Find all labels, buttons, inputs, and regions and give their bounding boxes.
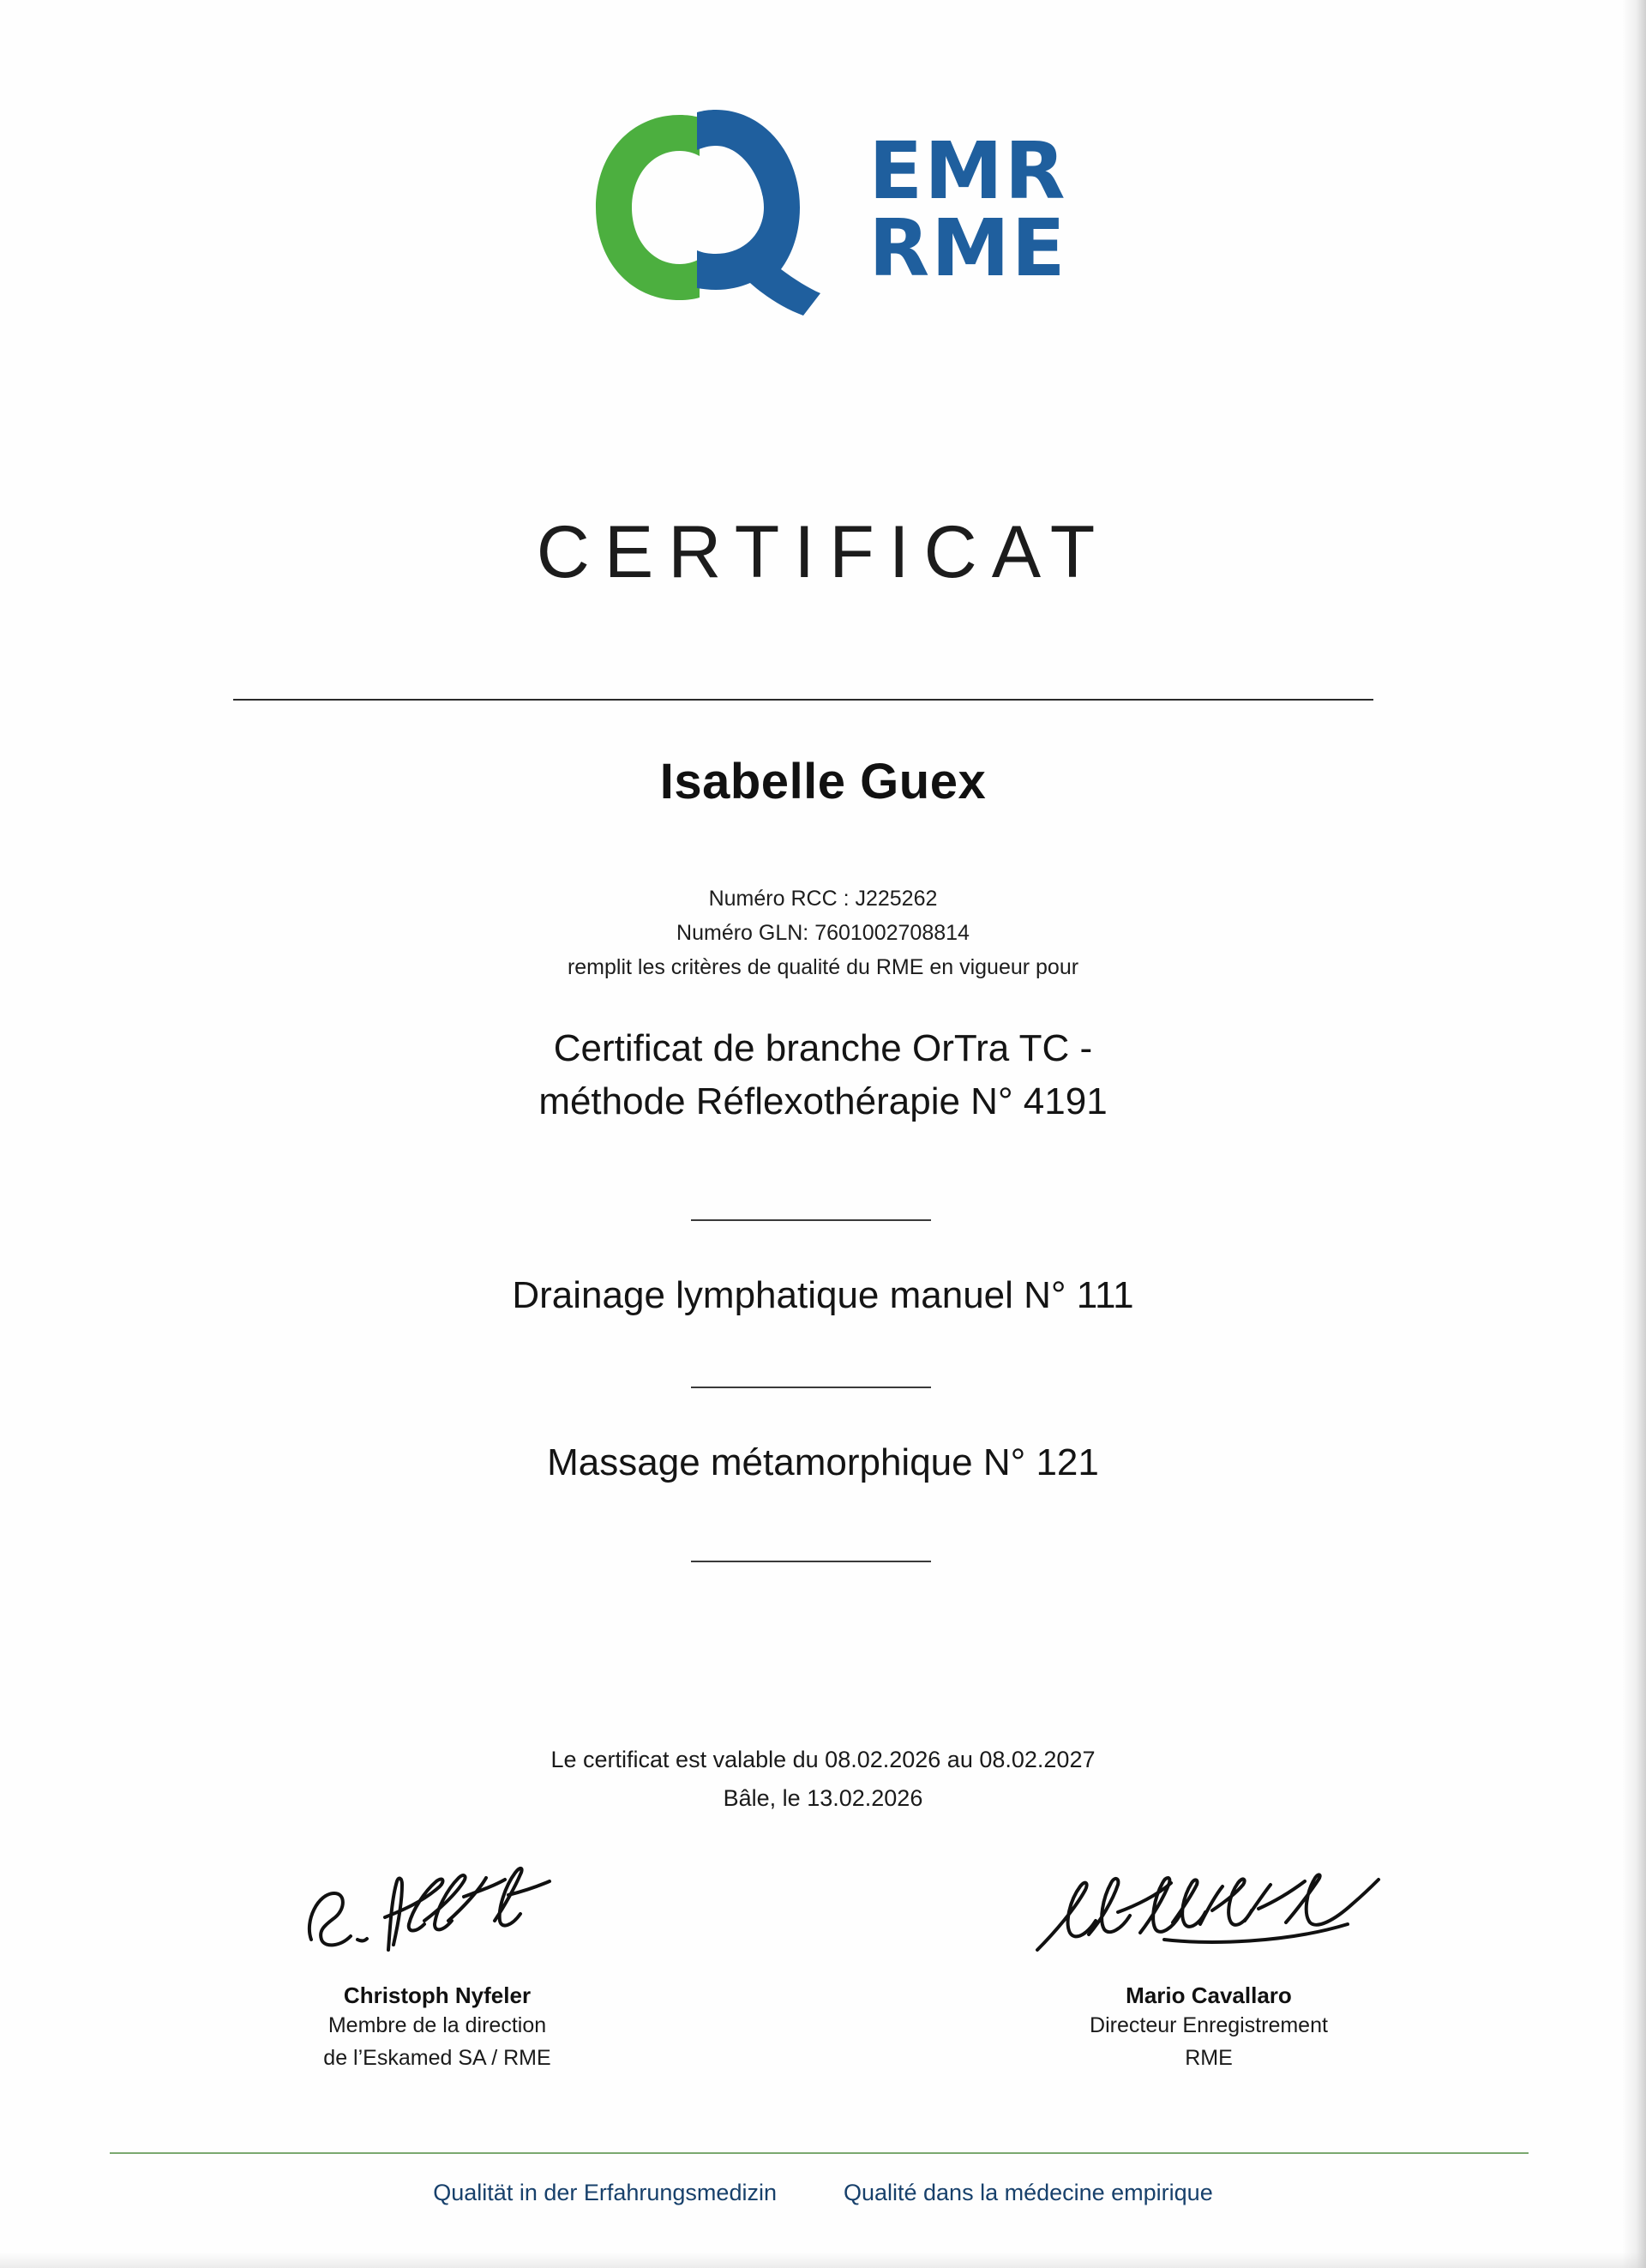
signature-role-line: Directeur Enregistrement xyxy=(1090,2013,1328,2037)
qualification-item xyxy=(0,1436,1646,1489)
qualification-item xyxy=(0,1022,1646,1128)
footer-slogan-de: Qualität in der Erfahrungsmedizin xyxy=(433,2180,777,2205)
footer-divider xyxy=(110,2152,1529,2154)
logo-block xyxy=(0,103,1646,317)
meta-rcc: Numéro RCC : J225262 xyxy=(708,887,938,911)
signature-name: Christoph Nyfeler xyxy=(343,1982,532,2008)
signature-role-line: de l’Eskamed SA / RME xyxy=(323,2046,551,2070)
logo-text-rme: RME xyxy=(868,202,1067,294)
scan-edge-right xyxy=(1622,0,1646,2268)
qualification-line: Massage métamorphique N° 121 xyxy=(547,1441,1099,1483)
signature-mario-cavallaro-icon xyxy=(1003,1852,1415,1972)
scan-edge-bottom xyxy=(0,2253,1646,2268)
meta-statement: remplit les critères de qualité du RME en vigueur pour xyxy=(567,955,1079,979)
signature-christoph-nyfeler-icon xyxy=(231,1852,643,1972)
footer xyxy=(0,2180,1646,2206)
signatures xyxy=(0,1852,1646,2074)
signature-name: Mario Cavallaro xyxy=(1126,1982,1292,2008)
validity-period: Le certificat est valable du 08.02.2026 au 08.02.2027 xyxy=(550,1747,1096,1772)
qualification-line: Drainage lymphatique manuel N° 111 xyxy=(512,1274,1134,1316)
qualification-item xyxy=(0,1269,1646,1322)
qualification-line: méthode Réflexothérapie N° 4191 xyxy=(538,1080,1108,1122)
signature-block-right xyxy=(1003,1852,1415,2074)
qualification-line: Certificat de branche OrTra TC - xyxy=(553,1027,1093,1069)
signature-block-left xyxy=(231,1852,643,2074)
logo-text xyxy=(868,124,1067,294)
signature-role-line: Membre de la direction xyxy=(327,2013,547,2037)
holder-name: Isabelle Guex xyxy=(659,754,987,809)
signature-role-line: RME xyxy=(1185,2046,1233,2070)
footer-slogan-fr: Qualité dans la médecine empirique xyxy=(843,2180,1213,2205)
logo xyxy=(579,103,1066,317)
meta-gln: Numéro GLN: 7601002708814 xyxy=(676,921,970,945)
issue-place-date: Bâle, le 13.02.2026 xyxy=(723,1785,923,1811)
page-title: CERTIFICAT xyxy=(536,511,1110,593)
validity-block xyxy=(0,1741,1646,1818)
title-divider xyxy=(233,699,1373,701)
logo-text-emr: EMR xyxy=(868,124,1067,217)
emr-rme-q-logo-icon xyxy=(579,103,827,317)
qualification-divider xyxy=(691,1219,931,1221)
qualification-divider xyxy=(691,1561,931,1562)
holder-meta xyxy=(0,881,1646,984)
qualification-divider xyxy=(691,1387,931,1388)
